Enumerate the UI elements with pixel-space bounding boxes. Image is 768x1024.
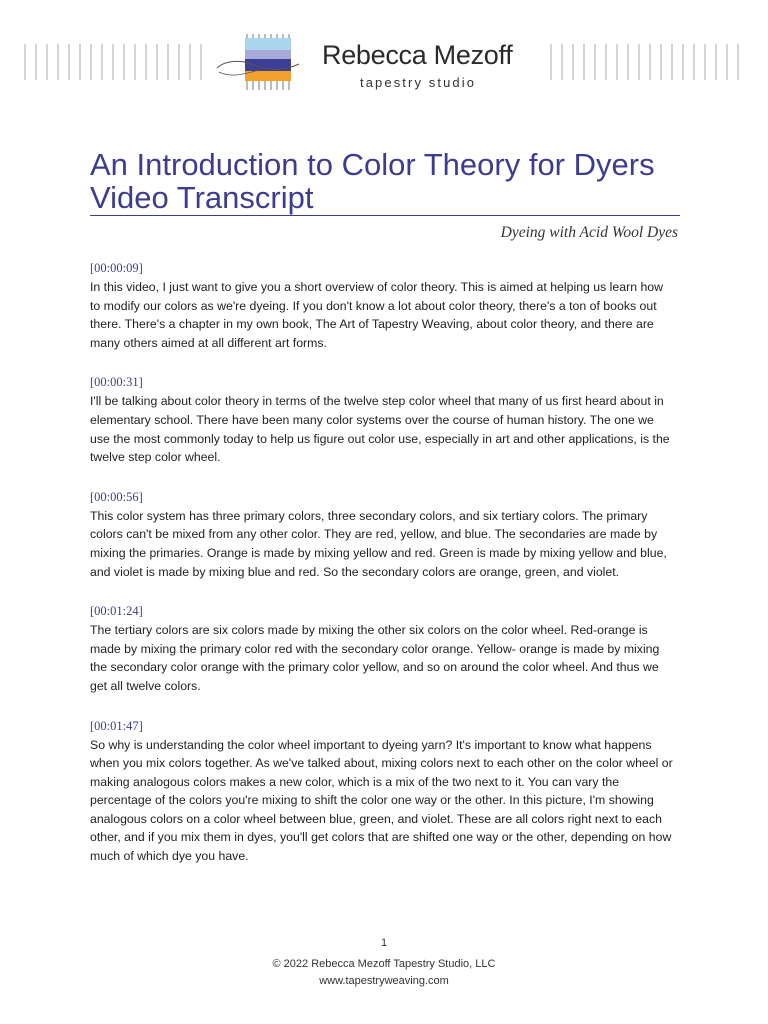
transcript-paragraph: This color system has three primary colors, three secondary colors, and six tertiary colors. The primary colors can't be mixed from any other color. They are red, yellow, and blue. The secondaries are made by mixing the primaries. Orange is made by mixing yellow and red. Green is made by mixing yellow and blue, and violet is made by mixing blue and red. So the secondary colors are orange, green, and violet. bbox=[90, 508, 667, 579]
decorative-hatch-left bbox=[24, 44, 212, 80]
page-header bbox=[0, 0, 768, 110]
transcript-entry bbox=[90, 374, 676, 466]
transcript-paragraph: I'll be talking about color theory in terms of the twelve step color wheel that many of us first heard about in elementary school. There have been many color systems over the course of human history. The one we use the most commonly today to help us figure out color use, especially in art and other applications, is the twelve step color wheel. bbox=[90, 394, 670, 465]
transcript-paragraph: In this video, I just want to give you a short overview of color theory. This is aimed at helping us learn how to modify our colors as we're dyeing. If you don't know a lot about color theory, there's a ton of books out there. There's a chapter in my own book, The Art of Tapestry Weaving, about color theory, and there are many others aimed at all different art forms. bbox=[90, 280, 664, 350]
page-number: 1 bbox=[380, 937, 388, 949]
website-link[interactable]: www.tapestryweaving.com bbox=[319, 975, 449, 987]
timestamp: [00:00:31] bbox=[90, 375, 143, 390]
timestamp: [00:01:24] bbox=[90, 604, 143, 619]
brand-name: Rebecca Mezoff bbox=[322, 40, 513, 70]
decorative-hatch-right bbox=[550, 44, 746, 80]
transcript-paragraph: So why is understanding the color wheel important to dyeing yarn? It's important to know what happens when you mix colors together. As we've talked about, mixing colors next to each other on the color wheel or making analogous colors makes a new color, which is a mix of the two next to it. You can vary the percentage of the colors you're mixing to shift the color one way or the other. In this picture, I'm showing analogous colors on a color wheel between blue, green, and violet. These are all colors right next to each other, and if you mix them in dyes, you'll get colors that are shifted one way or the other, depending on how much of which dye you have. bbox=[90, 737, 673, 864]
timestamp: [00:01:47] bbox=[90, 718, 143, 733]
timestamp: [00:00:09] bbox=[90, 261, 143, 275]
tapestry-logo-icon bbox=[215, 34, 305, 92]
brand-subtitle: tapestry studio bbox=[360, 75, 477, 90]
copyright-notice: © 2022 Rebecca Mezoff Tapestry Studio, LLC bbox=[272, 958, 496, 970]
title-divider bbox=[90, 215, 680, 216]
transcript-entry bbox=[90, 260, 676, 352]
transcript-entry bbox=[90, 718, 676, 866]
document-title: An Introduction to Color Theory for Dyers Video Transcript bbox=[90, 147, 655, 215]
document-subtitle: Dyeing with Acid Wool Dyes bbox=[500, 224, 678, 241]
transcript-paragraph: The tertiary colors are six colors made by mixing the other six colors on the color wheel. Red-orange is made by mixing the primary color red with the secondary color orange. Yellow- orange is made by mixing the secondary color orange with the primary color yellow, and so on around the color wheel. And thus we get all twelve colors. bbox=[90, 623, 660, 693]
transcript-entry bbox=[90, 489, 676, 581]
timestamp: [00:00:56] bbox=[90, 489, 143, 504]
transcript-entry bbox=[90, 603, 676, 695]
transcript-body bbox=[90, 260, 676, 888]
